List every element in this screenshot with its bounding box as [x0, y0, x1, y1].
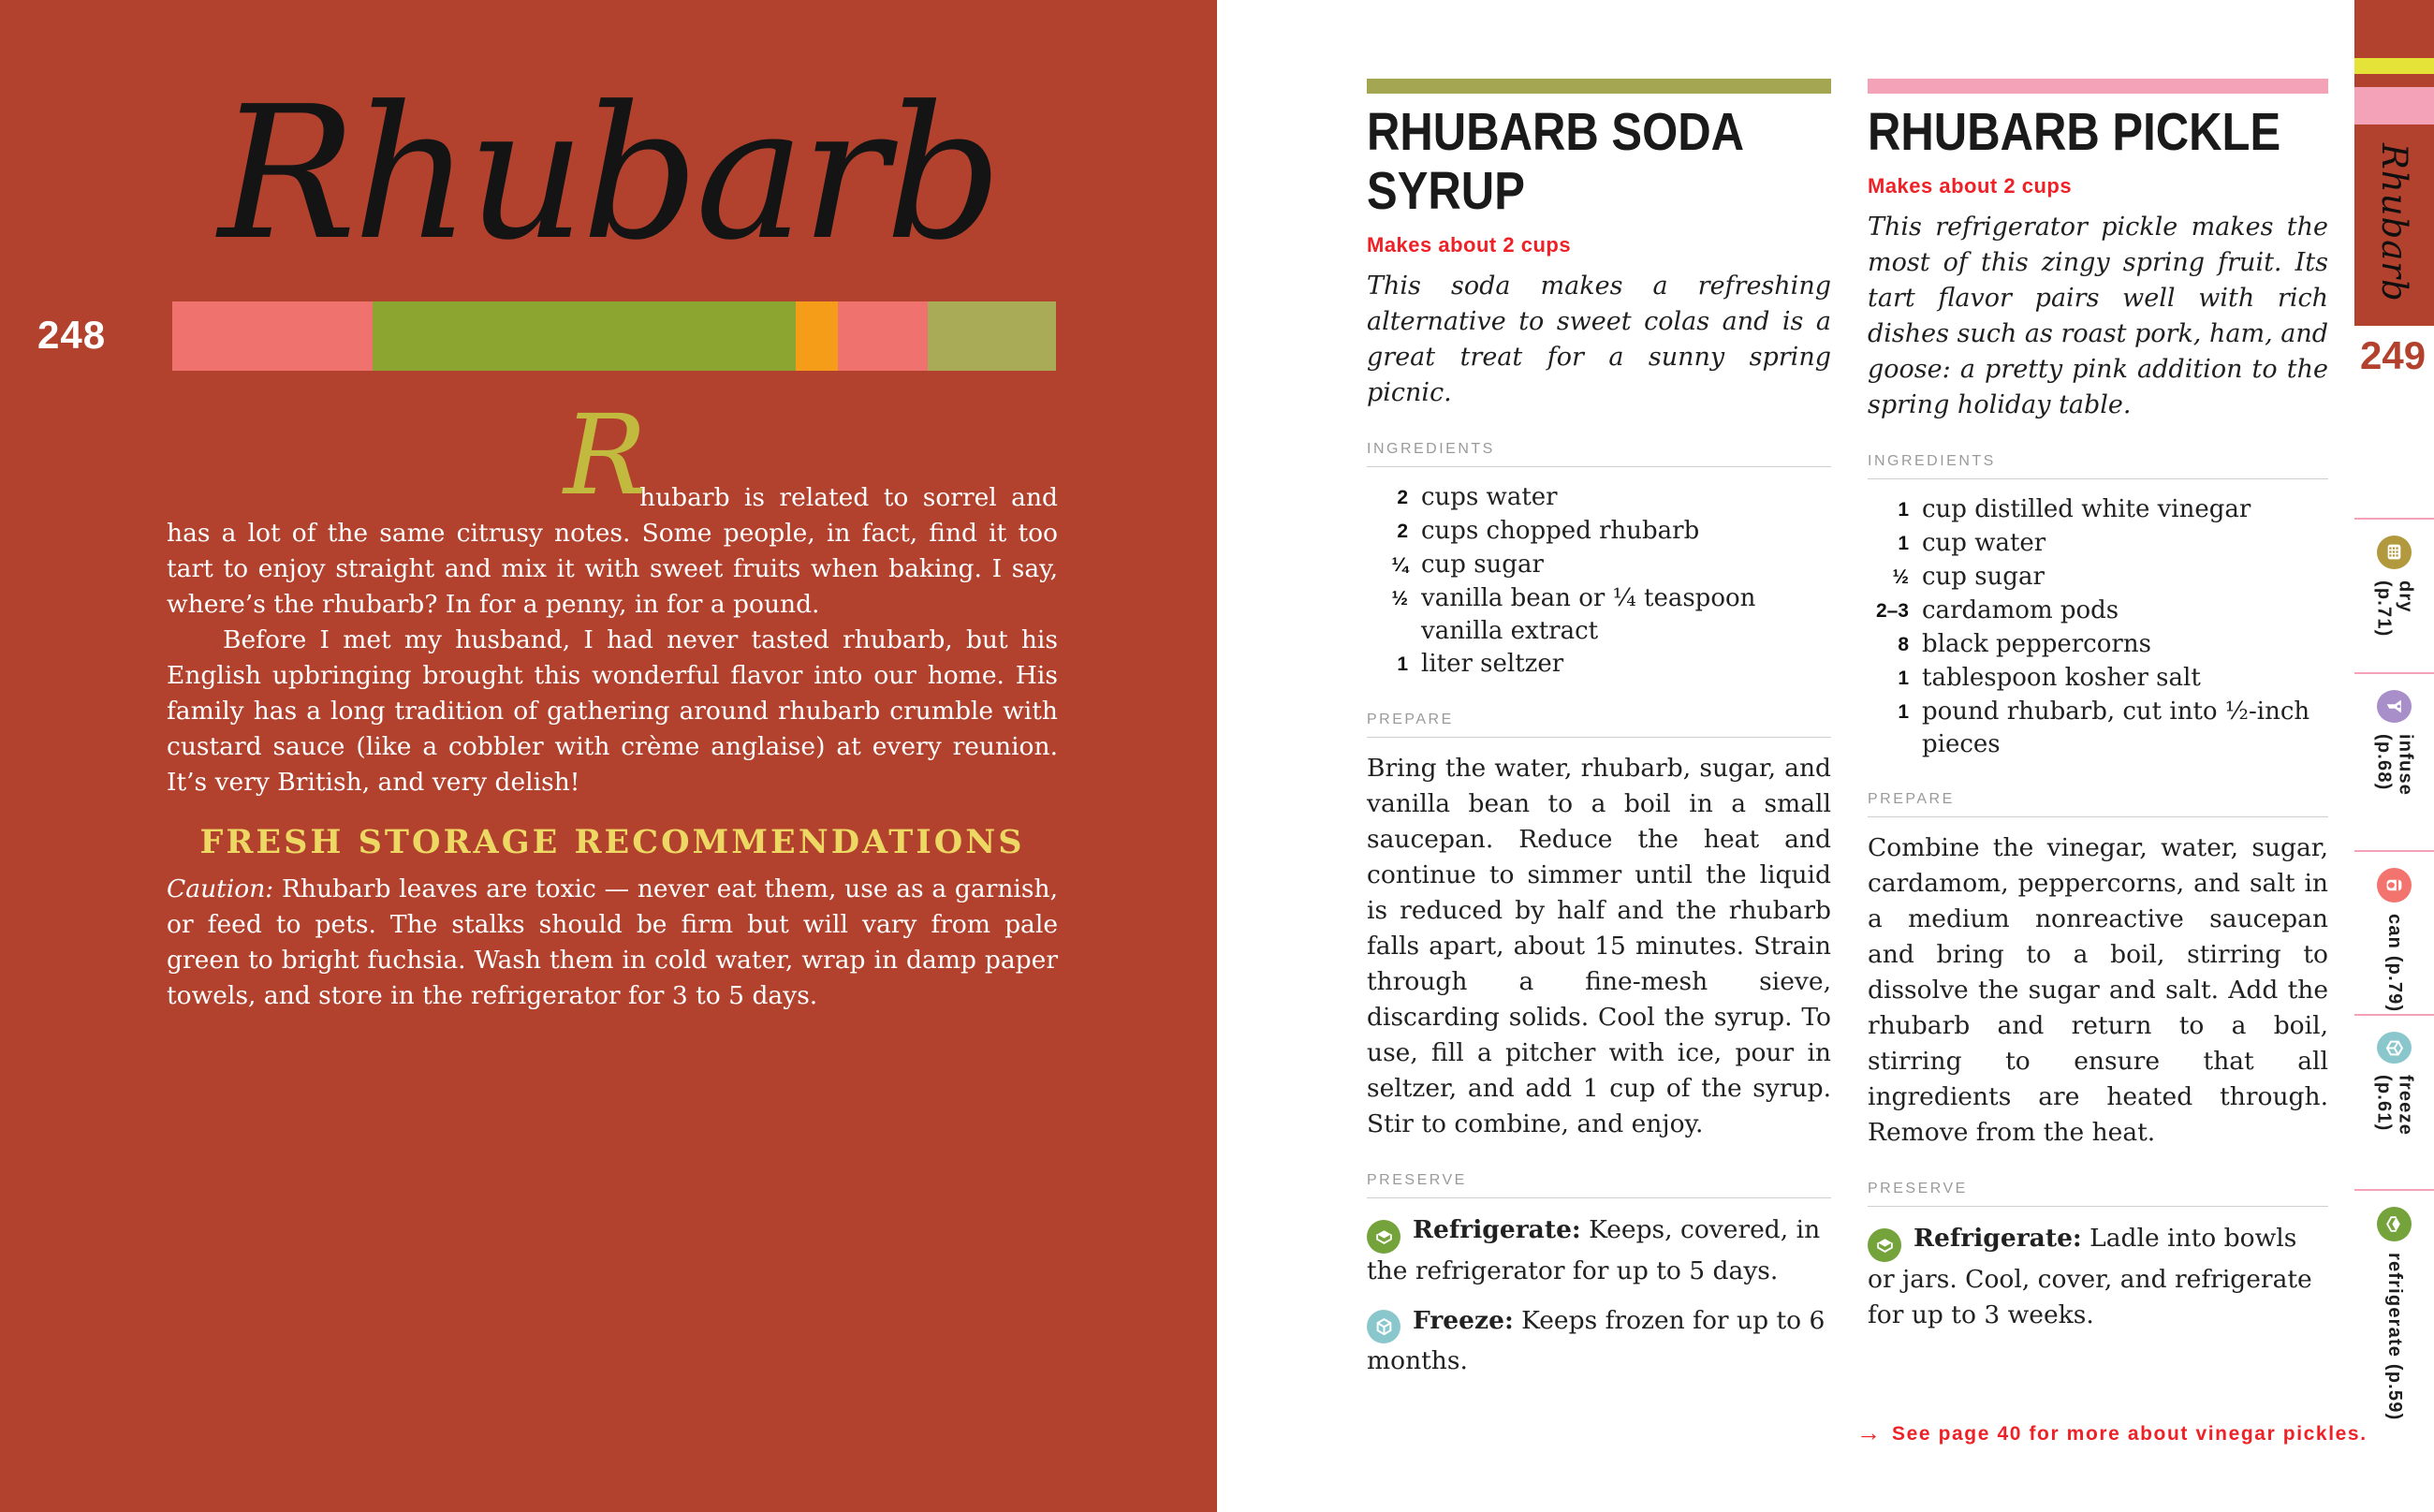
ingredient-text: pound rhubarb, cut into ½-inch pieces — [1922, 697, 2310, 758]
preserve-entry — [1367, 1303, 1831, 1380]
ingredient-text: vanilla bean or ¼ teaspoon vanilla extract — [1421, 584, 1756, 645]
color-bar-segment — [373, 301, 795, 371]
storage-recommendations-heading: FRESH STORAGE RECOMMENDATIONS — [199, 823, 1025, 861]
ingredient-row — [1868, 561, 2328, 595]
ingredients-list — [1367, 467, 1831, 682]
dry-tray-icon — [2377, 536, 2412, 569]
caution-label: Caution: — [167, 874, 274, 903]
recipe-title — [1367, 103, 1831, 221]
recipe-accent-bar — [1367, 79, 1831, 94]
page-number-right: 249 — [2360, 333, 2427, 377]
color-bar-segment — [928, 301, 1056, 371]
tab-label: dry (p.71) — [2373, 580, 2416, 638]
cross-reference-note[interactable] — [1856, 1418, 2368, 1447]
tab-freeze[interactable] — [2354, 1014, 2434, 1189]
prepare-label: PREPARE — [1868, 791, 2328, 817]
ingredient-qty: 2 — [1397, 521, 1408, 542]
color-bar-segment — [838, 301, 928, 371]
preserve-entry — [1367, 1212, 1831, 1289]
ingredient-text: cup sugar — [1421, 550, 1544, 579]
ingredient-row — [1868, 595, 2328, 628]
ingredient-text: cup water — [1922, 529, 2046, 557]
preserve-text: Ladle into bowls or jars. Cool, cover, and refrigerate for up to 3 weeks. — [1868, 1224, 2312, 1329]
chapter-intro-text — [167, 390, 1058, 1014]
ingredient-text: cups chopped rhubarb — [1421, 517, 1700, 545]
preserve-label: PRESERVE — [1367, 1172, 1831, 1198]
tab-dry[interactable] — [2354, 518, 2434, 672]
recipe-title-line: RHUBARB SODA — [1367, 102, 1745, 162]
color-bar-segment — [172, 301, 373, 371]
recipe-soda-syrup — [1367, 79, 1831, 1379]
ingredient-qty: ½ — [1892, 566, 1909, 588]
right-page — [1217, 0, 2434, 1512]
chapter-tab-label: Rhubarb — [2374, 143, 2414, 302]
ingredient-qty: 1 — [1397, 653, 1408, 675]
ingredient-row — [1868, 628, 2328, 662]
ingredient-row — [1367, 582, 1831, 648]
refrigerate-box-icon — [1868, 1228, 1901, 1262]
preserve-label: PRESERVE — [1868, 1181, 2328, 1207]
ingredient-row — [1367, 515, 1831, 549]
ingredient-row — [1868, 696, 2328, 761]
ingredient-qty: 8 — [1898, 634, 1909, 655]
ingredient-text: tablespoon kosher salt — [1922, 664, 2201, 692]
recipe-description: This refrigerator pickle makes the most of this zingy spring fruit. Its tart flavor pairs well with rich dishes such as roast pork, ham, and goose: a pretty pink addition to the spring holiday table. — [1868, 213, 2328, 419]
infuse-funnel-icon — [2377, 690, 2412, 723]
ingredient-qty: 2 — [1397, 487, 1408, 508]
tab-can[interactable] — [2354, 850, 2434, 1014]
ingredient-qty: ½ — [1391, 588, 1408, 609]
tab-label: can (p.79) — [2384, 914, 2405, 1013]
ingredients-label: INGREDIENTS — [1868, 453, 2328, 479]
ingredient-row — [1367, 549, 1831, 582]
prepare-label: PREPARE — [1367, 712, 1831, 738]
sidebar-strip-yellow — [2354, 58, 2434, 74]
tab-label: freeze (p.61) — [2373, 1075, 2416, 1137]
preserve-method: Refrigerate: — [1413, 1215, 1581, 1244]
preserve-method: Freeze: — [1413, 1305, 1514, 1335]
page-number-left: 248 — [37, 313, 107, 357]
caution-paragraph — [167, 872, 1058, 1014]
prepare-text: Combine the vinegar, water, sugar, cardamom, peppercorns, and salt in a medium nonreactive saucepan and bring to a boil, stirring to dissolve the sugar and salt. Add the rhubarb and return to a boil, stirring to ensure that all ingredients are heated through. Remove from the heat. — [1868, 833, 2328, 1147]
sidebar-strip-red-mid — [2354, 74, 2434, 87]
tab-label: refrigerate (p.59) — [2384, 1253, 2405, 1421]
ingredient-qty: 1 — [1898, 701, 1909, 723]
intro-paragraph — [167, 390, 1058, 623]
recipe-yield: Makes about 2 cups — [1868, 174, 2073, 198]
chapter-title: Rhubarb — [218, 67, 999, 281]
freeze-cube-icon — [1367, 1310, 1400, 1343]
recipe-title — [1868, 103, 2328, 162]
tab-label: infuse (p.68) — [2373, 733, 2416, 796]
preserve-entry — [1868, 1221, 2328, 1333]
ingredient-qty: 1 — [1898, 668, 1909, 689]
intro-body: hubarb is related to sorrel and has a lot of the same citrusy notes. Some people, in fact, find it too tart to enjoy straight and mix it with sweet fruits when baking. I say, where’s the rhubarb? In for a penny, in for a pound. — [167, 483, 1058, 619]
ingredient-text: black peppercorns — [1922, 630, 2151, 658]
recipe-description: This soda makes a refreshing alternative to sweet colas and is a great treat for a sunny spring picnic. — [1367, 272, 1831, 407]
ingredient-text: cardamom pods — [1922, 596, 2119, 624]
ingredients-list — [1868, 479, 2328, 761]
ingredient-text: cup distilled white vinegar — [1922, 495, 2251, 523]
preserve-text: Keeps, covered, in the refrigerator for up to 5 days. — [1367, 1215, 1821, 1285]
ingredient-row — [1367, 481, 1831, 515]
ingredients-label: INGREDIENTS — [1367, 441, 1831, 467]
recipe-title-line: SYRUP — [1367, 161, 1525, 221]
recipe-title-line: RHUBARB PICKLE — [1868, 102, 2281, 162]
cross-reference-text: See page 40 for more about vinegar pickles. — [1892, 1423, 2368, 1445]
ingredient-qty: 1 — [1898, 533, 1909, 554]
ingredient-row — [1868, 662, 2328, 696]
method-tabs — [2354, 518, 2434, 1423]
freeze-cube-icon — [2377, 1032, 2412, 1064]
chapter-tab-rhubarb[interactable] — [2354, 125, 2434, 326]
arrow-icon: → — [1856, 1418, 1881, 1446]
sidebar-strip-red — [2354, 0, 2434, 58]
ingredient-row — [1868, 493, 2328, 527]
ingredient-text: cups water — [1421, 483, 1558, 511]
drop-cap: R — [564, 390, 647, 520]
sidebar-strip-pink — [2354, 87, 2434, 125]
prepare-text: Bring the water, rhubarb, sugar, and vanilla bean to a boil in a small saucepan. Reduce the heat and continue to simmer until the liquid is reduced by half and the rhubarb falls apart, about 15 minutes. Strain through a fine-mesh sieve, discarding solids. Cool the syrup. To use, fill a pitcher with ice, pour in seltzer, and add 1 cup of the syrup. Stir to combine, and enjoy. — [1367, 754, 1831, 1138]
ingredient-qty: ¼ — [1391, 554, 1408, 576]
recipe-yield: Makes about 2 cups — [1367, 233, 1572, 257]
refrigerate-box-icon — [1367, 1220, 1400, 1254]
caution-text: Rhubarb leaves are toxic — never eat them, use as a garnish, or feed to pets. The stalks should be firm but will vary from pale green to bright fuchsia. Wash them in cold water, wrap in damp paper towels, and store in the refrigerator for 3 to 5 days. — [167, 874, 1058, 1010]
ingredient-qty: 1 — [1898, 499, 1909, 521]
ingredient-text: cup sugar — [1922, 563, 2045, 591]
chapter-thumb-index — [2354, 0, 2434, 1512]
preserve-method: Refrigerate: — [1913, 1224, 2082, 1253]
tab-refrigerate[interactable] — [2354, 1189, 2434, 1423]
tab-infuse[interactable] — [2354, 672, 2434, 850]
ingredient-row — [1868, 527, 2328, 561]
refrigerate-box-icon — [2377, 1207, 2412, 1241]
ingredient-row — [1367, 648, 1831, 682]
can-jar-icon — [2377, 868, 2412, 903]
ingredient-qty: 2–3 — [1875, 600, 1909, 622]
recipe-pickle — [1868, 79, 2328, 1333]
intro-paragraph-2: Before I met my husband, I had never tasted rhubarb, but his English upbringing brought this wonderful flavor into our home. His family has a long tradition of gathering around rhubarb crumble with custard sauce (like a cobbler with crème anglaise) at every reunion. It’s very British, and very delish! — [167, 625, 1058, 797]
preserve-text: Keeps frozen for up to 6 months. — [1367, 1305, 1826, 1375]
decorative-color-bar — [172, 301, 1056, 371]
color-bar-segment — [796, 301, 838, 371]
ingredient-text: liter seltzer — [1421, 650, 1564, 678]
recipe-accent-bar — [1868, 79, 2328, 94]
